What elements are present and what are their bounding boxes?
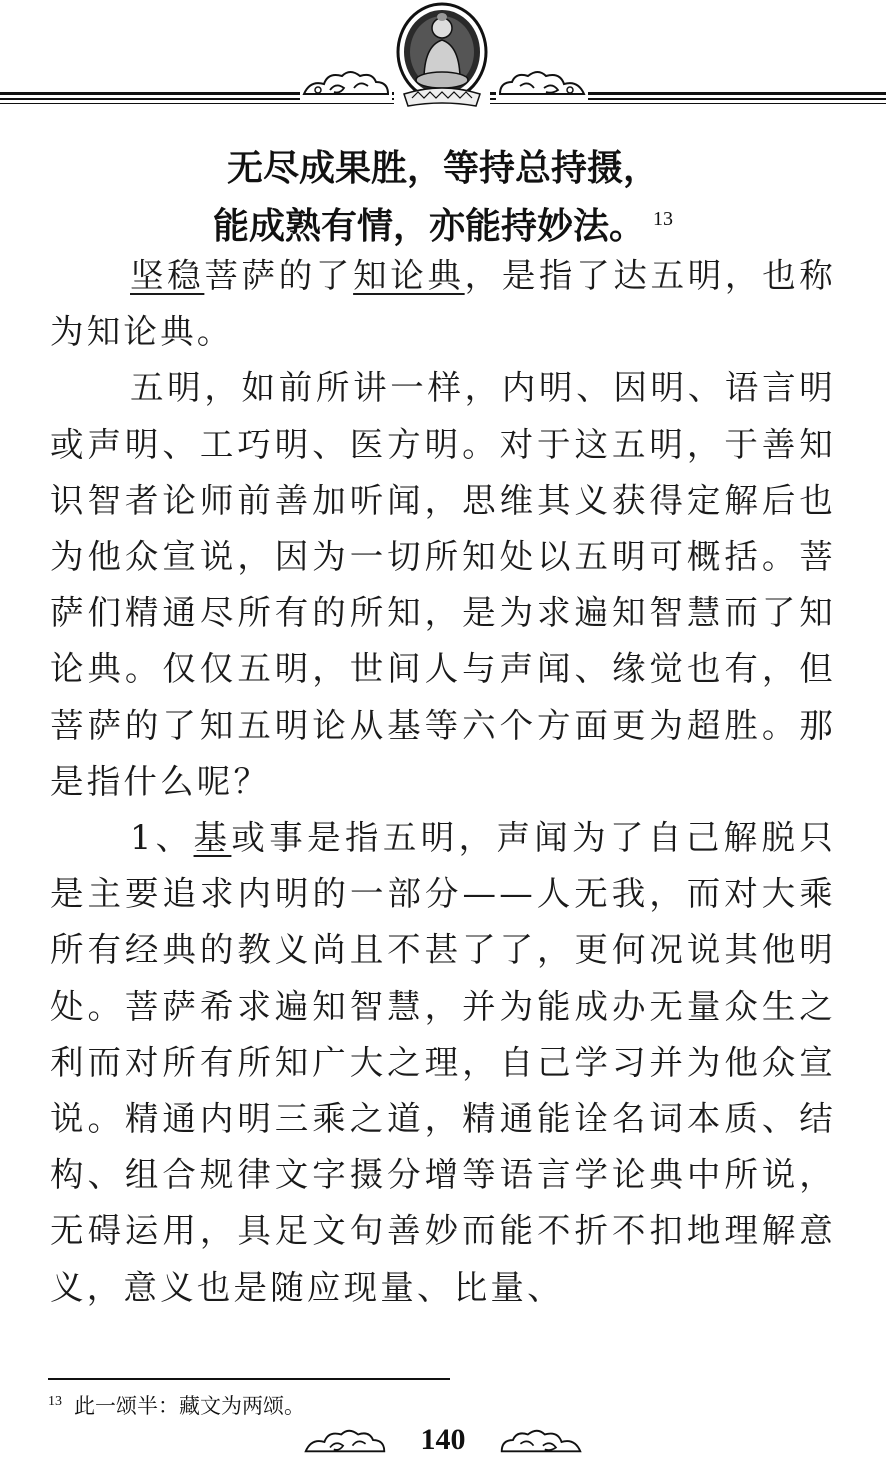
cloud-ornament-icon (496, 66, 588, 100)
footnote-text: 此一颂半：藏文为两颂。 (74, 1394, 305, 1418)
footnote-ref: 13 (653, 208, 673, 230)
footnote-mark: 13 (48, 1394, 62, 1409)
underlined-term: 坚稳 (130, 256, 205, 295)
paragraph-text: 1、 (130, 818, 194, 858)
underlined-term: 知论典 (353, 256, 465, 295)
footnote (48, 1390, 305, 1420)
paragraph-1 (50, 248, 836, 360)
page-number: 140 (420, 1423, 466, 1456)
paragraph-3 (50, 810, 836, 1316)
underlined-term: 基 (193, 818, 232, 858)
paragraph-2: 五明，如前所讲一样，内明、因明、语言明或声明、工巧明、医方明。对于这五明，于善知识智者论师前善加听闻，思维其义获得定解后也为他众宣说，因为一切所知处以五明可概括。菩萨们精通尽所有的所知，是为求遍知智慧而了知论典。仅仅五明，世间人与声闻、缘觉也有，但菩萨的了知五明论从基等六个方面更为超胜。那是指什么呢？ (50, 368, 836, 801)
paragraph-text: ，是指了达五明，也称为知论典。 (50, 256, 836, 352)
verse-line-2-text: 能成熟有情，亦能持妙法。 (212, 206, 645, 247)
buddha-emblem-icon (394, 2, 490, 110)
cloud-ornament-icon (300, 66, 392, 100)
paragraph-text: 或事是指五明，声闻为了自己解脱只是主要追求内明的一部分——人无我，而对大乘所有经典的教义尚且不甚了了，更何况说其他明处。菩萨希求遍知智慧，并为能成办无量众生之利而对所有所知广大之理，自己学习并为他众宣说。精通内明三乘之道，精通能诠名词本质、结构、组合规律文字摄分增等语言学论典中所说，无碍运用，具足文句善妙而能不折不扣地理解意义，意义也是随应现量、比量、 (50, 818, 837, 1307)
verse-line-1: 无尽成果胜，等持总持摄， (226, 148, 659, 189)
cloud-ornament-icon (498, 1424, 584, 1458)
paragraph-text: 菩萨的了 (204, 256, 354, 295)
verse-line-2 (0, 198, 886, 249)
footnote-divider (48, 1378, 450, 1380)
body-text (50, 248, 836, 1316)
